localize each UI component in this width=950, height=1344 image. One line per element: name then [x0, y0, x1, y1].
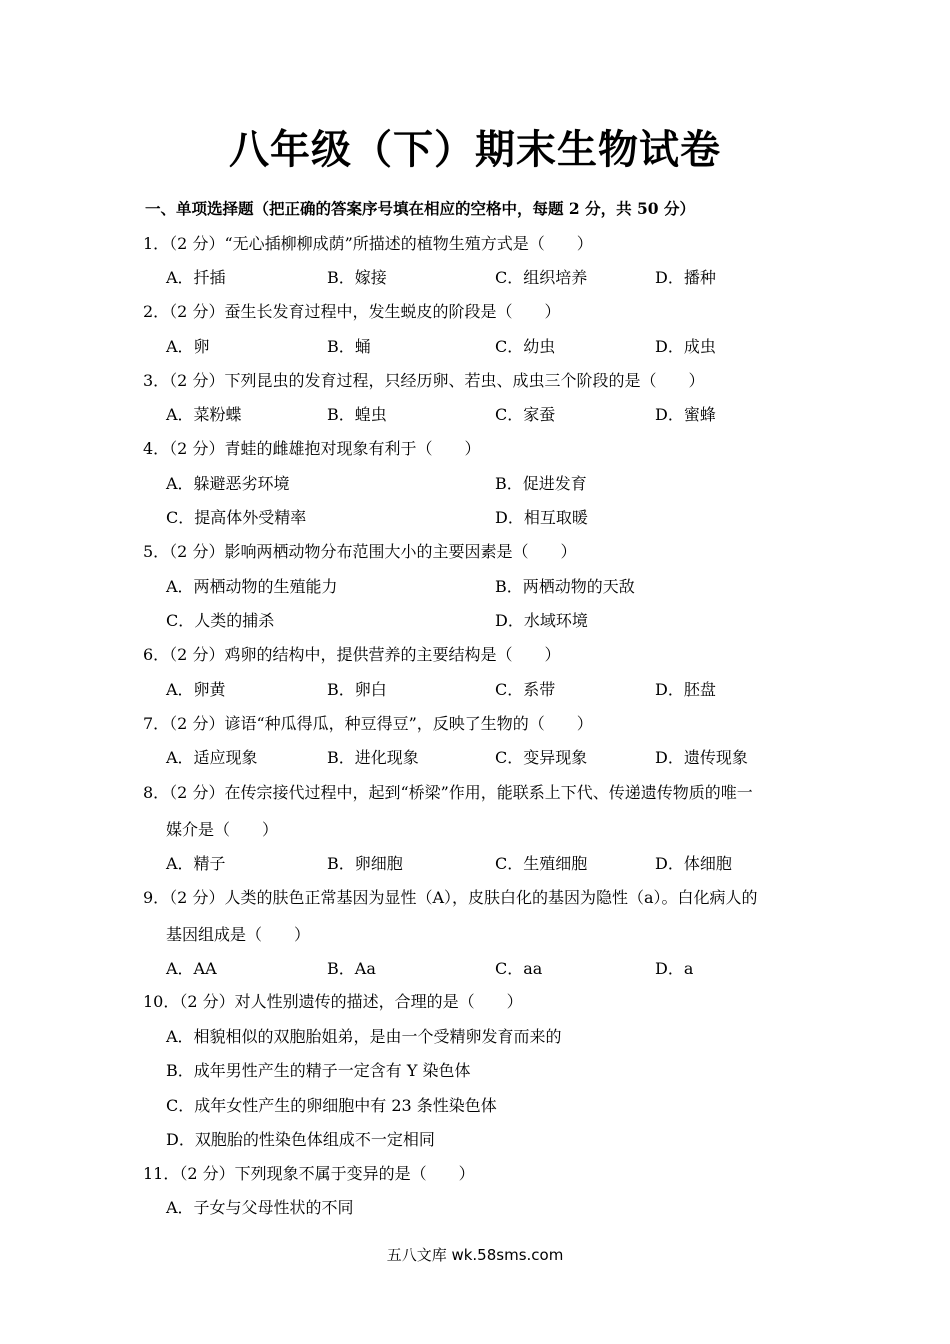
- q6-option-b: B．卵白: [327, 680, 387, 699]
- q1-option-c: C．组织培养: [495, 268, 588, 287]
- q8-option-b: B．卵细胞: [327, 854, 403, 873]
- q3-option-c: C．家蚕: [495, 405, 556, 424]
- q9-option-d: D．a: [655, 959, 694, 978]
- q4-option-d: D．相互取暖: [495, 508, 588, 527]
- section-heading: 一、单项选择题（把正确的答案序号填在相应的空格中，每题 2 分，共 50 分）: [145, 199, 695, 218]
- q5-option-a: A．两栖动物的生殖能力: [166, 577, 338, 596]
- question-4: 4．（2 分）青蛙的雌雄抱对现象有利于（ ）: [143, 439, 481, 458]
- q11-option-a: A．子女与父母性状的不同: [166, 1198, 354, 1217]
- question-7: 7．（2 分）谚语“种瓜得瓜，种豆得豆”，反映了生物的（ ）: [143, 714, 593, 733]
- q6-option-d: D．胚盘: [655, 680, 716, 699]
- q1-option-b: B．嫁接: [327, 268, 387, 287]
- question-1: 1．（2 分）“无心插柳柳成荫”所描述的植物生殖方式是（ ）: [143, 234, 593, 253]
- q4-option-c: C．提高体外受精率: [166, 508, 307, 527]
- question-3: 3．（2 分）下列昆虫的发育过程，只经历卵、若虫、成虫三个阶段的是（ ）: [143, 371, 705, 390]
- question-8: 8．（2 分）在传宗接代过程中，起到“桥梁”作用，能联系上下代、传递遗传物质的唯一: [143, 783, 753, 802]
- q7-option-a: A．适应现象: [166, 748, 258, 767]
- q5-option-d: D．水域环境: [495, 611, 588, 630]
- q2-option-d: D．成虫: [655, 337, 716, 356]
- question-9-continued: 基因组成是（ ）: [166, 925, 311, 944]
- q8-option-c: C．生殖细胞: [495, 854, 588, 873]
- q3-option-b: B．蝗虫: [327, 405, 387, 424]
- question-9: 9．（2 分）人类的肤色正常基因为显性（A），皮肤白化的基因为隐性（a）。白化病人的: [143, 888, 758, 907]
- q7-option-b: B．进化现象: [327, 748, 419, 767]
- q9-option-a: A．AA: [166, 959, 217, 978]
- q2-option-c: C．幼虫: [495, 337, 556, 356]
- q8-option-a: A．精子: [166, 854, 226, 873]
- q4-option-a: A．躲避恶劣环境: [166, 474, 290, 493]
- q10-option-c: C．成年女性产生的卵细胞中有 23 条性染色体: [166, 1096, 497, 1115]
- question-10: 10．（2 分）对人性别遗传的描述，合理的是（ ）: [143, 992, 523, 1011]
- q5-option-c: C．人类的捕杀: [166, 611, 275, 630]
- question-6: 6．（2 分）鸡卵的结构中，提供营养的主要结构是（ ）: [143, 645, 561, 664]
- q6-option-a: A．卵黄: [166, 680, 226, 699]
- q6-option-c: C．系带: [495, 680, 556, 699]
- question-5: 5．（2 分）影响两栖动物分布范围大小的主要因素是（ ）: [143, 542, 577, 561]
- q9-option-c: C．aa: [495, 959, 543, 978]
- q7-option-d: D．遗传现象: [655, 748, 748, 767]
- q10-option-d: D．双胞胎的性染色体组成不一定相同: [166, 1130, 435, 1149]
- q5-option-b: B．两栖动物的天敌: [495, 577, 635, 596]
- q1-option-d: D．播种: [655, 268, 716, 287]
- q1-option-a: A．扦插: [166, 268, 226, 287]
- q10-option-b: B．成年男性产生的精子一定含有 Y 染色体: [166, 1061, 471, 1080]
- q8-option-d: D．体细胞: [655, 854, 732, 873]
- q10-option-a: A．相貌相似的双胞胎姐弟，是由一个受精卵发育而来的: [166, 1027, 562, 1046]
- q9-option-b: B．Aa: [327, 959, 376, 978]
- question-8-continued: 媒介是（ ）: [166, 820, 279, 839]
- question-2: 2．（2 分）蚕生长发育过程中，发生蜕皮的阶段是（ ）: [143, 302, 561, 321]
- page-title: 八年级（下）期末生物试卷: [229, 126, 721, 173]
- q3-option-d: D．蜜蜂: [655, 405, 716, 424]
- question-11: 11．（2 分）下列现象不属于变异的是（ ）: [143, 1164, 475, 1183]
- q3-option-a: A．菜粉蝶: [166, 405, 242, 424]
- q4-option-b: B．促进发育: [495, 474, 587, 493]
- q2-option-a: A．卵: [166, 337, 210, 356]
- q7-option-c: C．变异现象: [495, 748, 588, 767]
- q2-option-b: B．蛹: [327, 337, 371, 356]
- footer-watermark: 五八文库 wk.58sms.com: [386, 1246, 564, 1264]
